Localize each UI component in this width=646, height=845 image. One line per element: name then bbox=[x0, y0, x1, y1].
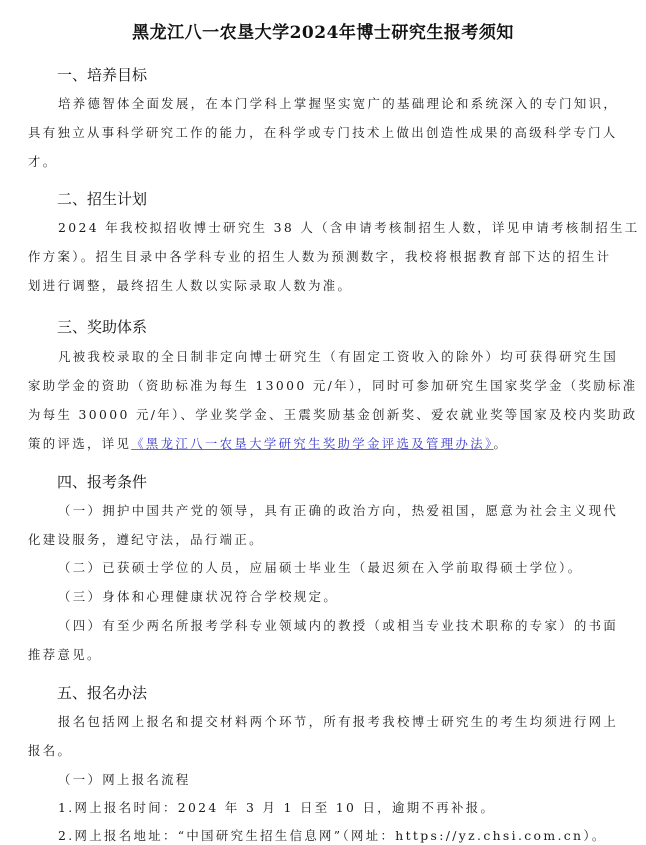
section-heading-eligibility: 四、报考条件 bbox=[57, 473, 148, 491]
paragraph-line: （二）已获硕士学位的人员，应届硕士毕业生（最迟须在入学前取得硕士学位）。 bbox=[58, 560, 583, 575]
paragraph-line: 化建设服务，遵纪守法，品行端正。 bbox=[28, 532, 264, 547]
paragraph-line: 报名。 bbox=[28, 743, 73, 758]
paragraph-line: （一）网上报名流程 bbox=[58, 772, 191, 787]
scholarship-policy-link[interactable]: 《黑龙江八一农垦大学研究生奖助学金评选及管理办法》 bbox=[131, 436, 494, 451]
document-title: 黑龙江八一农垦大学2024年博士研究生报考须知 bbox=[132, 23, 514, 43]
paragraph-line: 2.网上报名地址：“中国研究生招生信息网”（网址：https://yz.chsi.com.cn）。 bbox=[58, 828, 607, 843]
paragraph-text: 策的评选，详见 bbox=[28, 436, 132, 451]
paragraph-line: 为每生 30000 元/年）、学业奖学金、王震奖励基金创新奖、爱农就业奖等国家及校内奖助政 bbox=[28, 407, 638, 422]
section-heading-application: 五、报名办法 bbox=[57, 684, 148, 702]
paragraph-line: 1.网上报名时间：2024 年 3 月 1 日至 10 日，逾期不再补报。 bbox=[58, 800, 496, 815]
paragraph-line: 凡被我校录取的全日制非定向博士研究生（有固定工资收入的除外）均可获得研究生国 bbox=[58, 349, 619, 364]
paragraph-line: 报名包括网上报名和提交材料两个环节，所有报考我校博士研究生的考生均须进行网上 bbox=[58, 714, 619, 729]
paragraph-line: 划进行调整，最终招生人数以实际录取人数为准。 bbox=[28, 278, 353, 293]
paragraph-line: （三）身体和心理健康状况符合学校规定。 bbox=[58, 589, 339, 604]
paragraph-line: （一）拥护中国共产党的领导，具有正确的政治方向，热爱祖国，愿意为社会主义现代 bbox=[58, 503, 619, 518]
paragraph-line: 才。 bbox=[28, 154, 58, 169]
section-heading-financial-aid: 三、奖助体系 bbox=[57, 318, 148, 336]
paragraph-line: 培养德智体全面发展，在本门学科上掌握坚实宽广的基础理论和系统深入的专门知识， bbox=[58, 96, 619, 111]
section-heading-training-goals: 一、培养目标 bbox=[57, 66, 148, 84]
paragraph-line: 作方案）。招生目录中各学科专业的招生人数为预测数字，我校将根据教育部下达的招生计 bbox=[28, 249, 612, 264]
paragraph-line: 2024 年我校拟招收博士研究生 38 人（含申请考核制招生人数，详见申请考核制招生工 bbox=[58, 220, 640, 235]
paragraph-line: 家助学金的资助（资助标准为每生 13000 元/年），同时可参加研究生国家奖学金（奖励标准 bbox=[28, 378, 638, 393]
paragraph-line: 具有独立从事科学研究工作的能力，在科学或专门技术上做出创造性成果的高级科学专门人 bbox=[28, 125, 618, 140]
paragraph-suffix: 。 bbox=[493, 436, 509, 451]
paragraph-line-with-link bbox=[28, 434, 508, 452]
paragraph-line: （四）有至少两名所报考学科专业领域内的教授（或相当专业技术职称的专家）的书面 bbox=[58, 618, 619, 633]
paragraph-line: 推荐意见。 bbox=[28, 647, 102, 662]
section-heading-enrollment-plan: 二、招生计划 bbox=[57, 190, 148, 208]
